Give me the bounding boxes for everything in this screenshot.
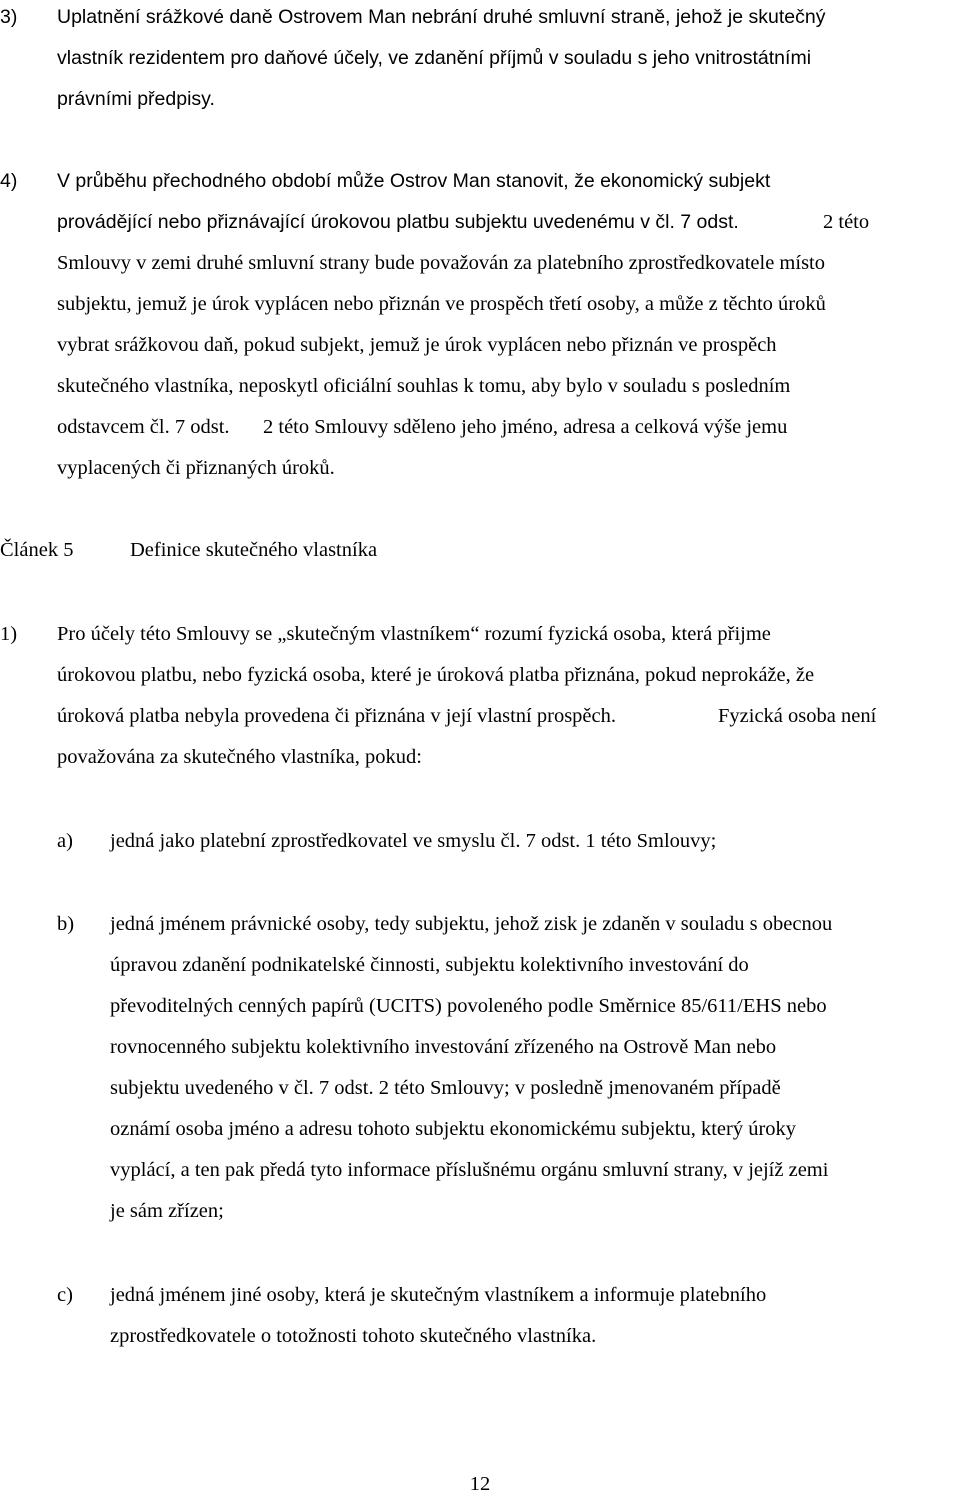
- item-4-line-7-tail: 2 této Smlouvy sděleno jeho jméno, adresa a celková výše jemu: [263, 416, 788, 438]
- paragraph-1-line-3-tail: Fyzická osoba není: [718, 705, 877, 727]
- item-4-line-1: V průběhu přechodného období může Ostrov Man stanovit, že ekonomický subjekt: [57, 170, 771, 192]
- article-number: Článek 5: [0, 539, 74, 561]
- item-4-line-3: Smlouvy v zemi druhé smluvní strany bude považován za platebního zprostředkovatele místo: [57, 252, 825, 274]
- page-number: 12: [469, 1473, 491, 1495]
- paragraph-number: 1): [0, 623, 18, 645]
- article-title: Definice skutečného vlastníka: [130, 539, 378, 561]
- item-3-line-1: Uplatnění srážkové daně Ostrovem Man nebrání druhé smluvní straně, jehož je skutečný: [57, 6, 826, 28]
- item-4-line-4: subjektu, jemuž je úrok vyplácen nebo přiznán ve prospěch třetí osoby, a může z těchto úroků: [57, 293, 826, 315]
- subitem-letter: b): [57, 913, 75, 935]
- subitem-b-line-7: vyplácí, a ten pak předá tyto informace příslušnému orgánu smluvní strany, v jejíž zemi: [110, 1159, 829, 1181]
- subitem-b-line-2: úpravou zdanění podnikatelské činnosti, subjektu kolektivního investování do: [110, 954, 749, 976]
- paragraph-1-line-4: považována za skutečného vlastníka, pokud:: [57, 746, 422, 768]
- item-4-line-8: vyplacených či přiznaných úroků.: [57, 457, 335, 479]
- subitem-b-line-5: subjektu uvedeného v čl. 7 odst. 2 této Smlouvy; v posledně jmenovaném případě: [110, 1077, 781, 1099]
- item-4-line-6: skutečného vlastníka, neposkytl oficiální souhlas k tomu, aby bylo v souladu s posledním: [57, 375, 791, 397]
- item-3-line-2: vlastník rezidentem pro daňové účely, ve zdanění příjmů v souladu s jeho vnitrostátními: [57, 47, 812, 69]
- item-number: 3): [0, 6, 18, 28]
- paragraph-1-line-3: úroková platba nebyla provedena či přiznána v její vlastní prospěch.: [57, 705, 616, 727]
- subitem-a-line-1: jedná jako platební zprostředkovatel ve smyslu čl. 7 odst. 1 této Smlouvy;: [110, 830, 717, 852]
- subitem-b-line-3: převoditelných cenných papírů (UCITS) povoleného podle Směrnice 85/611/EHS nebo: [110, 995, 827, 1017]
- subitem-c-line-2: zprostředkovatele o totožnosti tohoto skutečného vlastníka.: [110, 1325, 597, 1347]
- item-4-line-2: provádějící nebo přiznávající úrokovou platbu subjektu uvedenému v čl. 7 odst.: [57, 211, 739, 233]
- item-4-line-7: odstavcem čl. 7 odst.: [57, 416, 230, 438]
- subitem-b-line-1: jedná jménem právnické osoby, tedy subjektu, jehož zisk je zdaněn v souladu s obecnou: [110, 913, 833, 935]
- subitem-c-line-1: jedná jménem jiné osoby, která je skutečným vlastníkem a informuje platebního: [110, 1284, 767, 1306]
- subitem-b-line-8: je sám zřízen;: [110, 1200, 224, 1222]
- paragraph-1-line-2: úrokovou platbu, nebo fyzická osoba, které je úroková platba přiznána, pokud neprokáže, že: [57, 664, 815, 686]
- subitem-b-line-6: oznámí osoba jméno a adresu tohoto subjektu ekonomickému subjektu, který úroky: [110, 1118, 797, 1140]
- item-3-line-3: právními předpisy.: [57, 88, 215, 110]
- item-4-line-5: vybrat srážkovou daň, pokud subjekt, jemuž je úrok vyplácen nebo přiznán ve prospěch: [57, 334, 777, 356]
- subitem-letter: a): [57, 830, 73, 852]
- subitem-letter: c): [57, 1284, 73, 1306]
- subitem-b-line-4: rovnocenného subjektu kolektivního investování zřízeného na Ostrově Man nebo: [110, 1036, 777, 1058]
- item-4-line-2-tail: 2 této: [823, 211, 870, 233]
- paragraph-1-line-1: Pro účely této Smlouvy se „skutečným vlastníkem“ rozumí fyzická osoba, která přijme: [57, 623, 771, 645]
- item-number: 4): [0, 170, 18, 192]
